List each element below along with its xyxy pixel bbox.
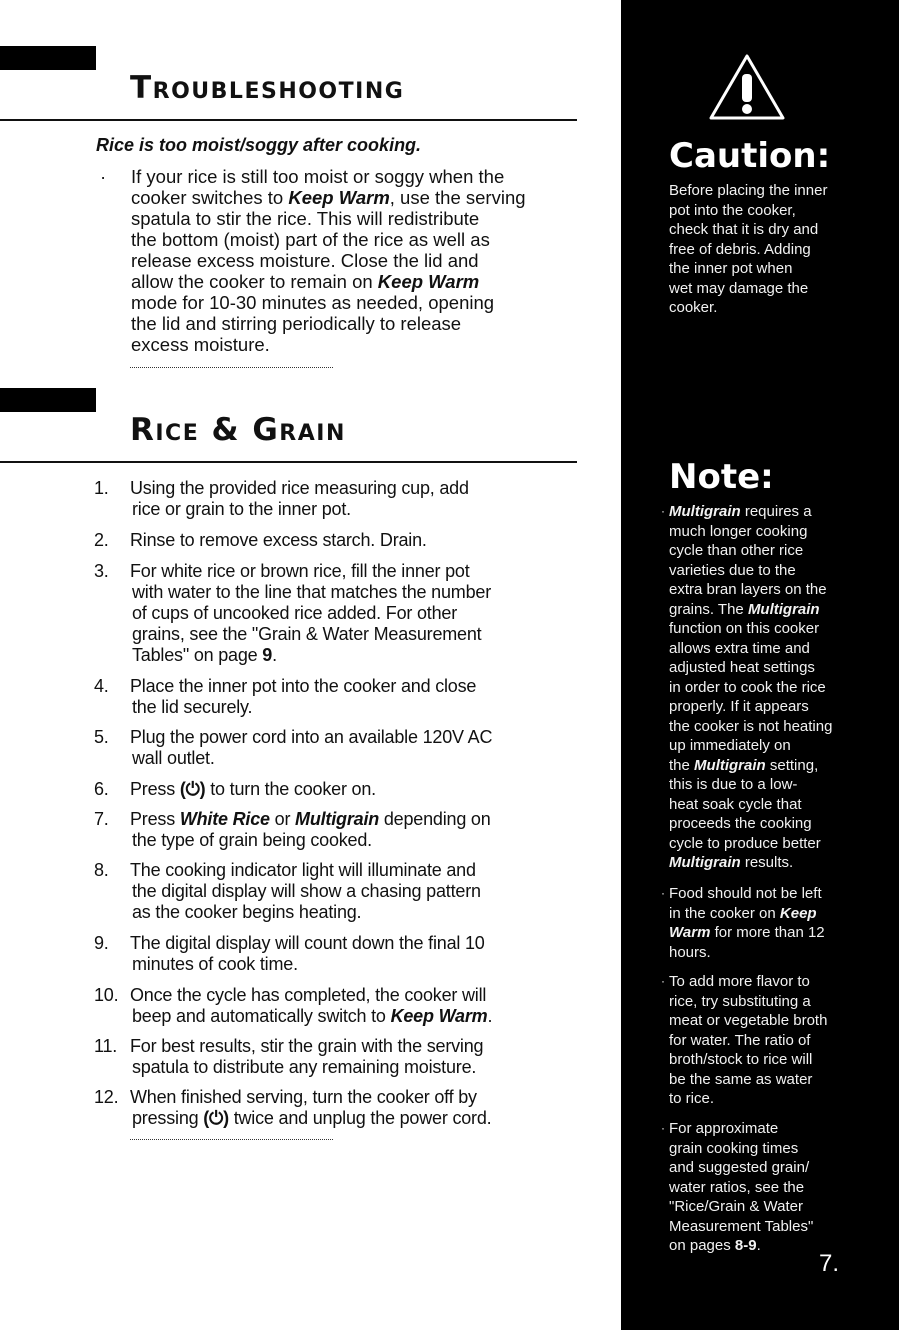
emphasis-text: Multigrain bbox=[694, 756, 766, 774]
text-run: water ratios, see the bbox=[669, 1178, 805, 1196]
step-number: 11. bbox=[94, 1036, 118, 1056]
text-line bbox=[669, 181, 827, 201]
text-run: For white rice or brown rice, fill the inner pot bbox=[130, 561, 470, 581]
step-number: 8. bbox=[94, 860, 109, 880]
text-run: properly. If it appears bbox=[669, 698, 809, 715]
step-text bbox=[130, 1036, 483, 1078]
text-line bbox=[669, 580, 832, 600]
text-line bbox=[669, 1050, 827, 1070]
text-line bbox=[130, 1057, 483, 1078]
text-line bbox=[130, 881, 481, 902]
note-text bbox=[669, 1119, 813, 1256]
text-run: for water. The ratio of bbox=[669, 1031, 811, 1049]
bold-text: (⏻) bbox=[179, 779, 206, 799]
text-line bbox=[130, 478, 469, 499]
troubleshooting-subhead: Rice is too moist/soggy after cooking. bbox=[96, 135, 422, 155]
text-run: grains, see the "Grain & Water Measurement bbox=[132, 624, 482, 644]
text-line bbox=[669, 619, 832, 639]
text-run: in the cooker on bbox=[669, 904, 780, 922]
text-run: Tables" on page bbox=[132, 645, 263, 665]
text-run: Food should not be left bbox=[669, 885, 822, 902]
text-run: spatula to stir the rice. This will redistribute bbox=[131, 208, 480, 229]
emphasis-text: Multigrain bbox=[669, 503, 741, 520]
note-bullet: · bbox=[661, 886, 665, 900]
text-line bbox=[130, 499, 469, 520]
text-run: allow the cooker to remain on bbox=[131, 271, 378, 292]
text-run: results. bbox=[740, 854, 794, 871]
text-run: up immediately on bbox=[669, 737, 791, 754]
text-line bbox=[131, 292, 526, 313]
text-run: excess moisture. bbox=[131, 334, 270, 355]
step-text bbox=[130, 561, 491, 666]
text-line bbox=[130, 954, 485, 975]
text-run: release excess moisture. Close the lid and bbox=[131, 250, 479, 271]
text-run: wall outlet. bbox=[132, 748, 215, 768]
text-run: . bbox=[756, 1237, 761, 1254]
text-run: to rice. bbox=[669, 1090, 715, 1107]
text-line bbox=[669, 1217, 813, 1237]
emphasis-text: Keep Warm bbox=[288, 187, 390, 208]
text-run: hours. bbox=[669, 943, 711, 961]
text-run: Plug the power cord into an available 120V AC bbox=[130, 727, 493, 747]
emphasis-text: Multigrain bbox=[669, 854, 741, 871]
text-run: rice or grain to the inner pot. bbox=[132, 499, 351, 519]
text-run: depending on bbox=[379, 809, 491, 829]
text-run: cycle to produce better bbox=[669, 834, 821, 852]
step-text bbox=[130, 779, 376, 800]
text-line bbox=[669, 678, 832, 698]
text-run: free of debris. Adding bbox=[669, 240, 811, 258]
text-line bbox=[669, 541, 832, 561]
text-run: Press bbox=[130, 779, 180, 799]
text-run: heat soak cycle that bbox=[669, 795, 802, 813]
text-run: Before placing the inner bbox=[669, 182, 828, 199]
step-number: 5. bbox=[94, 727, 109, 747]
text-line bbox=[131, 250, 526, 271]
text-run: To add more flavor to bbox=[669, 973, 810, 990]
text-run: cycle than other rice bbox=[669, 542, 804, 559]
text-line bbox=[130, 603, 491, 624]
text-line bbox=[130, 809, 491, 830]
text-line bbox=[669, 884, 825, 904]
text-run: the lid and stirring periodically to release bbox=[131, 313, 462, 334]
step-text bbox=[130, 860, 481, 923]
text-line bbox=[669, 943, 825, 963]
text-line bbox=[669, 795, 832, 815]
text-line bbox=[130, 860, 481, 881]
text-run: grain cooking times bbox=[669, 1139, 799, 1157]
text-run: Rinse to remove excess starch. Drain. bbox=[130, 530, 427, 550]
text-run: , use the serving bbox=[389, 187, 526, 208]
step-number: 2. bbox=[94, 530, 109, 550]
text-run: adjusted heat settings bbox=[669, 659, 815, 676]
text-line bbox=[669, 853, 832, 873]
text-line bbox=[669, 220, 827, 240]
warning-triangle-icon bbox=[707, 52, 787, 122]
text-line bbox=[669, 298, 827, 318]
step-number: 9. bbox=[94, 933, 109, 953]
text-line bbox=[669, 1011, 827, 1031]
section-tab-marker bbox=[0, 388, 96, 412]
text-line bbox=[669, 1089, 827, 1109]
sidebar-panel bbox=[621, 0, 899, 1330]
section-tab-marker bbox=[0, 46, 96, 70]
text-line bbox=[669, 1158, 813, 1178]
text-run: for more than 12 bbox=[710, 924, 825, 941]
text-line bbox=[669, 992, 827, 1012]
emphasis-text: Warm bbox=[669, 924, 711, 941]
text-run: be the same as water bbox=[669, 1070, 813, 1088]
text-run: minutes of cook time. bbox=[132, 954, 298, 974]
text-run: Place the inner pot into the cooker and close bbox=[130, 676, 477, 696]
text-line bbox=[669, 736, 832, 756]
heading-rule bbox=[0, 461, 577, 463]
text-line bbox=[669, 240, 827, 260]
step-text bbox=[130, 676, 476, 718]
emphasis-text: Keep Warm bbox=[377, 271, 480, 292]
text-line bbox=[669, 717, 832, 737]
text-run: setting, bbox=[765, 756, 819, 774]
text-run: cooker switches to bbox=[131, 187, 289, 208]
text-run: When finished serving, turn the cooker off by bbox=[130, 1087, 477, 1107]
note-text bbox=[669, 884, 825, 962]
text-run: . bbox=[272, 645, 277, 665]
text-line bbox=[669, 522, 832, 542]
text-line bbox=[669, 1197, 813, 1217]
rice-grain-heading: Rice & Grain bbox=[130, 412, 346, 448]
text-line bbox=[669, 502, 832, 522]
text-run: beep and automatically switch to bbox=[132, 1006, 391, 1026]
text-run: spatula to distribute any remaining moisture. bbox=[132, 1057, 477, 1077]
text-line bbox=[669, 259, 827, 279]
text-line bbox=[130, 1087, 491, 1108]
text-line bbox=[669, 600, 832, 620]
text-run: and suggested grain/ bbox=[669, 1159, 810, 1176]
step-text bbox=[130, 478, 469, 520]
text-line bbox=[130, 676, 476, 697]
text-run: mode for 10-30 minutes as needed, opening bbox=[131, 292, 495, 313]
text-run: the digital display will show a chasing pattern bbox=[132, 881, 481, 901]
text-line bbox=[130, 1036, 483, 1057]
step-number: 6. bbox=[94, 779, 109, 799]
text-line bbox=[669, 1070, 827, 1090]
text-line bbox=[131, 271, 526, 292]
text-line bbox=[130, 561, 491, 582]
heading-rule bbox=[0, 119, 577, 121]
text-run: For approximate bbox=[669, 1120, 779, 1137]
text-run: varieties due to the bbox=[669, 561, 796, 579]
text-line bbox=[669, 775, 832, 795]
caution-title: Caution: bbox=[669, 136, 831, 176]
text-run: The digital display will count down the final 10 bbox=[130, 933, 485, 953]
text-run: allows extra time and bbox=[669, 639, 810, 657]
bold-text: 9 bbox=[262, 645, 273, 665]
text-run: the lid securely. bbox=[132, 697, 253, 717]
text-run: of cups of uncooked rice added. For other bbox=[132, 603, 458, 623]
text-line bbox=[130, 902, 481, 923]
text-line bbox=[669, 923, 825, 943]
text-line bbox=[130, 645, 491, 666]
note-title: Note: bbox=[669, 457, 774, 497]
text-run: Once the cycle has completed, the cooker will bbox=[130, 985, 487, 1005]
text-run: the cooker is not heating bbox=[669, 717, 833, 735]
emphasis-text: Keep Warm bbox=[390, 1006, 488, 1026]
step-text bbox=[130, 727, 492, 769]
text-line bbox=[669, 279, 827, 299]
text-run: twice and unplug the power cord. bbox=[228, 1108, 492, 1128]
text-line bbox=[130, 697, 476, 718]
text-run: or bbox=[269, 809, 296, 829]
dotted-divider bbox=[130, 1139, 333, 1140]
text-run: this is due to a low- bbox=[669, 776, 798, 793]
step-text bbox=[130, 1087, 491, 1129]
text-run: on pages bbox=[669, 1237, 735, 1254]
text-run: "Rice/Grain & Water bbox=[669, 1198, 803, 1215]
text-line bbox=[669, 972, 827, 992]
text-run: the type of grain being cooked. bbox=[132, 830, 372, 850]
text-line bbox=[131, 229, 526, 250]
text-line bbox=[130, 624, 491, 645]
text-line bbox=[130, 933, 485, 954]
text-run: check that it is dry and bbox=[669, 221, 819, 238]
text-line bbox=[669, 658, 832, 678]
text-run: rice, try substituting a bbox=[669, 992, 811, 1010]
text-line bbox=[669, 1031, 827, 1051]
text-line bbox=[131, 334, 526, 355]
text-run: function on this cooker bbox=[669, 620, 820, 637]
text-line bbox=[131, 313, 526, 334]
bullet-text bbox=[131, 166, 526, 355]
text-line bbox=[130, 830, 491, 851]
text-run: as the cooker begins heating. bbox=[132, 902, 362, 922]
step-text bbox=[130, 530, 427, 551]
text-line bbox=[669, 1139, 813, 1159]
text-run: the bottom (moist) part of the rice as well as bbox=[131, 229, 490, 250]
emphasis-text: Multigrain bbox=[295, 809, 380, 829]
text-line bbox=[130, 1006, 492, 1027]
note-bullet: · bbox=[661, 1121, 665, 1135]
text-run: extra bran layers on the bbox=[669, 581, 827, 598]
emphasis-text: White Rice bbox=[179, 809, 270, 829]
text-run: If your rice is still too moist or soggy when the bbox=[131, 166, 505, 187]
text-line bbox=[669, 756, 832, 776]
text-line bbox=[669, 697, 832, 717]
step-text bbox=[130, 809, 491, 851]
text-run: pot into the cooker, bbox=[669, 201, 796, 219]
text-line bbox=[669, 201, 827, 221]
bullet-mark: · bbox=[100, 166, 107, 187]
text-run: proceeds the cooking bbox=[669, 815, 812, 832]
text-line bbox=[130, 748, 492, 769]
text-run: to turn the cooker on. bbox=[205, 779, 376, 799]
step-text bbox=[130, 933, 485, 975]
text-line bbox=[131, 166, 526, 187]
text-run: . bbox=[487, 1006, 493, 1026]
text-line bbox=[130, 1108, 491, 1129]
text-run: meat or vegetable broth bbox=[669, 1012, 828, 1029]
text-run: the bbox=[669, 756, 695, 774]
text-line bbox=[131, 187, 526, 208]
text-line bbox=[669, 904, 825, 924]
step-number: 7. bbox=[94, 809, 109, 829]
note-bullet: · bbox=[661, 974, 665, 988]
text-run: pressing bbox=[132, 1108, 204, 1128]
bold-text: (⏻) bbox=[203, 1108, 229, 1128]
text-run: wet may damage the bbox=[669, 279, 809, 297]
note-text bbox=[669, 972, 827, 1109]
text-line bbox=[130, 727, 492, 748]
step-text bbox=[130, 985, 492, 1027]
text-run: Press bbox=[130, 809, 180, 829]
text-line bbox=[669, 639, 832, 659]
emphasis-text: Keep bbox=[779, 904, 817, 922]
text-line bbox=[669, 1119, 813, 1139]
dotted-divider bbox=[130, 367, 333, 368]
text-run: Using the provided rice measuring cup, add bbox=[130, 478, 469, 498]
text-run: For best results, stir the grain with the serving bbox=[130, 1036, 484, 1056]
text-run: requires a bbox=[740, 503, 812, 520]
step-number: 1. bbox=[94, 478, 109, 498]
text-line bbox=[669, 834, 832, 854]
emphasis-text: Multigrain bbox=[747, 600, 820, 618]
text-run: Measurement Tables" bbox=[669, 1217, 814, 1235]
step-number: 4. bbox=[94, 676, 109, 696]
text-line bbox=[669, 814, 832, 834]
caution-text bbox=[669, 181, 827, 318]
step-number: 12. bbox=[94, 1087, 119, 1107]
troubleshooting-heading: Troubleshooting bbox=[130, 70, 405, 106]
text-run: The cooking indicator light will illuminate and bbox=[130, 860, 476, 880]
text-line bbox=[131, 208, 526, 229]
text-run: much longer cooking bbox=[669, 522, 808, 540]
text-line bbox=[130, 985, 492, 1006]
text-run: in order to cook the rice bbox=[669, 678, 826, 696]
text-run: the inner pot when bbox=[669, 260, 793, 277]
step-number: 10. bbox=[94, 985, 119, 1005]
text-line bbox=[669, 1178, 813, 1198]
text-line bbox=[130, 530, 427, 551]
note-bullet: · bbox=[661, 504, 665, 518]
step-number: 3. bbox=[94, 561, 109, 581]
note-text bbox=[669, 502, 832, 873]
text-line bbox=[130, 582, 491, 603]
text-run: broth/stock to rice will bbox=[669, 1051, 813, 1068]
text-line bbox=[669, 561, 832, 581]
text-run: cooker. bbox=[669, 299, 718, 316]
text-run: grains. The bbox=[669, 600, 748, 618]
text-line bbox=[130, 779, 376, 800]
text-line bbox=[669, 1236, 813, 1256]
page-number: 7. bbox=[819, 1250, 840, 1277]
bold-text: 8-9 bbox=[734, 1237, 757, 1254]
text-run: with water to the line that matches the number bbox=[132, 582, 491, 602]
